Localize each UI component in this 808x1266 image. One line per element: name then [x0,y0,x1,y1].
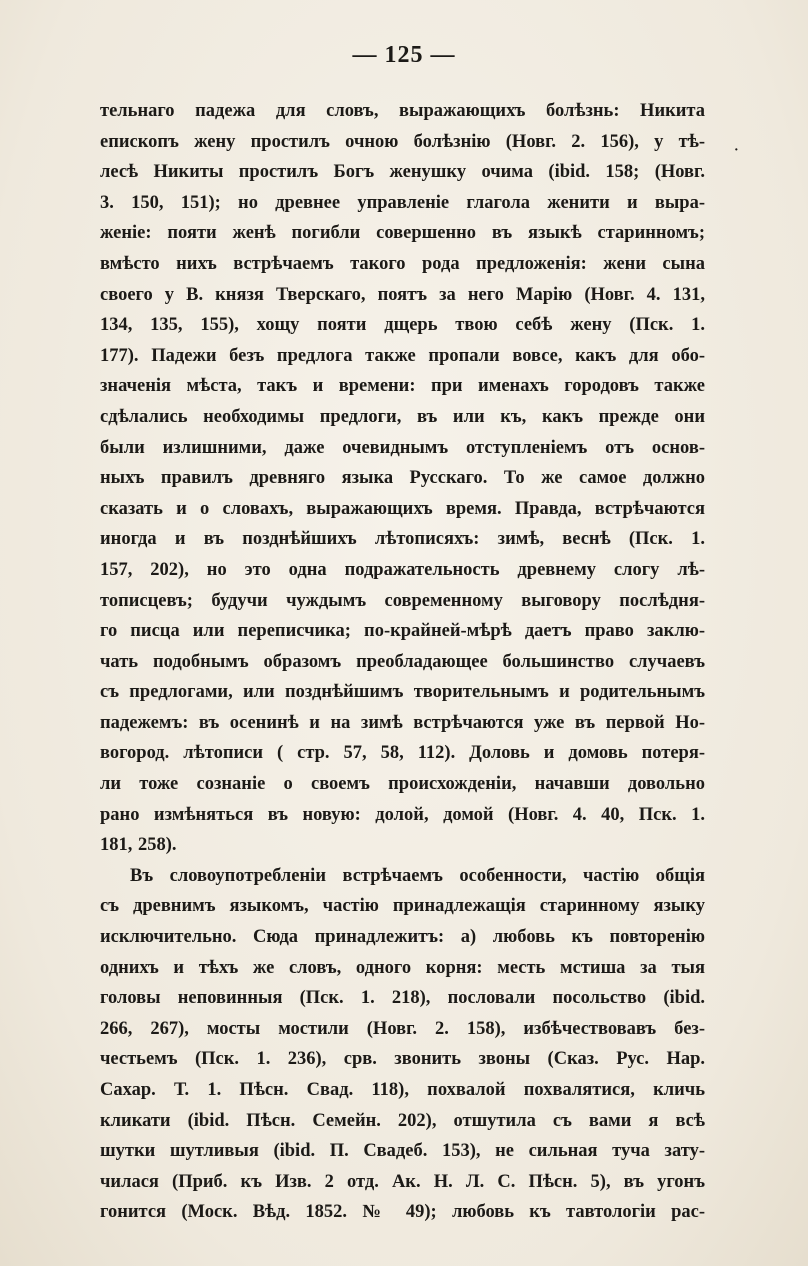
text-line: тописцевъ; будучи чуждымъ современному выговору послѣдня- [100,590,705,611]
margin-mark: · [734,143,739,158]
text-line: шутки шутливыя (ibid. П. Свадеб. 153), не сильная туча зату- [100,1141,705,1162]
text-line: своего у В. князя Тверскаго, поятъ за него Марію (Новг. 4. 131, [100,284,705,305]
text-line: лесѣ Никиты простилъ Богъ женушку очима (ibid. 158; (Новг. [100,162,705,183]
text-line: женіе: пояти женѣ погибли совершенно въ языкѣ старинномъ; [100,223,705,244]
text-line: чилася (Приб. къ Изв. 2 отд. Ак. Н. Л. С. Пѣсн. 5), въ угонъ [100,1171,705,1192]
text-line: 177). Падежи безъ предлога также пропали вовсе, какъ для обо- [100,345,705,366]
text-line: рано измѣняться въ новую: долой, домой (Новг. 4. 40, Пск. 1. [100,804,705,825]
text-line: были излишними, даже очевиднымъ отступленіемъ отъ основ- [100,437,705,458]
text-line: 181, 258). [100,835,177,856]
text-line: падежемъ: въ осенинѣ и на зимѣ встрѣчаются уже въ первой Но- [100,712,705,733]
text-line: 266, 267), мосты мостили (Новг. 2. 158), избѣчествовавъ без- [100,1018,705,1039]
body-text [100,96,705,1228]
text-line: вмѣсто нихъ встрѣчаемъ такого рода предложенія: жени сына [100,253,705,274]
text-line: 134, 135, 155), хощу пояти дщерь твою себѣ жену (Пск. 1. [100,315,705,336]
text-line: ли тоже сознаніе о своемъ происхожденіи, начавши довольно [100,774,705,795]
text-line: вогород. лѣтописи ( стр. 57, 58, 112). Доловь и домовь потеря- [100,743,705,764]
text-line: 3. 150, 151); но древнее управленіе глагола женити и выра- [100,192,705,213]
text-line: съ предлогами, или позднѣйшимъ творительнымъ и родительнымъ [100,682,705,703]
text-line: тельнаго падежа для словъ, выражающихъ болѣзнь: Никита [100,101,705,121]
text-line: епископъ жену простилъ очною болѣзнію (Новг. 2. 156), у тѣ- [100,131,705,152]
text-line: гонится (Моск. Вѣд. 1852. № 49); любовь къ тавтологіи рас- [100,1202,705,1223]
text-line: чать подобнымъ образомъ преобладающее большинство случаевъ [100,651,705,672]
text-line: однихъ и тѣхъ же словъ, одного корня: месть мстиша за тыя [100,957,705,978]
text-line: иногда и въ позднѣйшихъ лѣтописяхъ: зимѣ, веснѣ (Пск. 1. [100,529,705,550]
text-line: Сахар. Т. 1. Пѣсн. Свад. 118), похвалой похвалятися, кличь [100,1080,705,1100]
text-line: кликати (ibid. Пѣсн. Семейн. 202), отшутила съ вами я всѣ [100,1110,705,1131]
text-line: го писца или переписчика; по-крайней-мѣрѣ даетъ право заклю- [100,621,705,642]
text-line: значенія мѣста, такъ и времени: при именахъ городовъ также [100,376,705,397]
text-line: честьемъ (Пск. 1. 236), срв. звонить звоны (Сказ. Рус. Нар. [100,1049,705,1070]
text-line: ныхъ правилъ древняго языка Русскаго. То же самое должно [100,468,705,489]
text-line: исключительно. Сюда принадлежитъ: а) любовь къ повторенію [100,927,705,948]
text-line: сдѣлались необходимы предлоги, въ или къ, какъ прежде они [100,406,705,427]
text-line: головы неповинныя (Пск. 1. 218), пословали посольство (ibid. [100,988,705,1009]
text-line: Въ словоупотребленіи встрѣчаемъ особенности, частію общія [130,865,705,886]
text-line: 157, 202), но это одна подражательность древнему слогу лѣ- [100,559,705,580]
text-line: сказать и о словахъ, выражающихъ время. Правда, встрѣчаются [100,498,705,519]
page-number-header: — 125 — [352,42,456,68]
text-line: съ древнимъ языкомъ, частію принадлежащія старинному языку [100,896,705,917]
